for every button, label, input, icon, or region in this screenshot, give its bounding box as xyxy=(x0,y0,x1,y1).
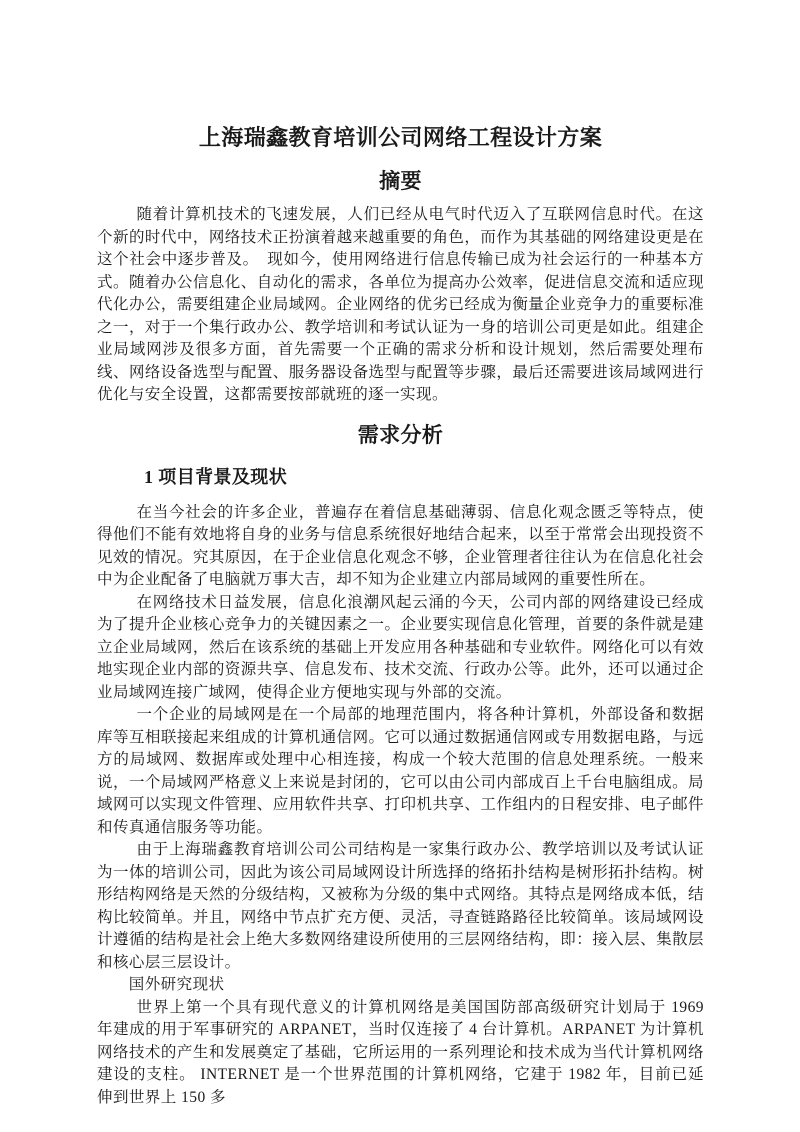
section-1-heading: 1 项目背景及现状 xyxy=(144,466,288,487)
section-1-paragraph-4: 由于上海瑞鑫教育培训公司公司结构是一家集行政办公、教学培训以及考试认证为一体的培训公司，因此为该公司局域网设计所选择的络拓扑结构是树形拓扑结构。树形结构网络是天然的分级结构，又被称为分级的集中式网络。其特点是网络成本低，结构比较简单。并且，网络中节点扩充方便、灵活，寻查链路路径比较简单。该局域网设计遵循的结构是社会上绝大多数网络建设所使用的三层网络结构，即：接入层、集散层和核心层三层设计。 xyxy=(97,841,704,971)
section-1-paragraph-3: 一个企业的局域网是在一个局部的地理范围内，将各种计算机，外部设备和数据库等互相联接起来组成的计算机通信网。它可以通过数据通信网或专用数据电路，与远方的局域网、数据库或处理中心相连接，构成一个较大范围的信息处理系统。一般来说，一个局域网严格意义上来说是封闭的，它可以由公司内部成百上千台电脑组成。局域网可以实现文件管理、应用软件共享、打印机共享、工作组内的日程安排、电子邮件和传真通信服务等功能。 xyxy=(97,706,704,836)
section-1-paragraph-1: 在当今社会的许多企业，普遍存在着信息基础薄弱、信息化观念匮乏等特点，使得他们不能有效地将自身的业务与信息系统很好地结合起来，以至于常常会出现投资不见效的情况。究其原因，在于企业信息化观念不够，企业管理者往往认为在信息化社会中为企业配备了电脑就万事大吉，却不知为企业建立内部局域网的重要性所在。 xyxy=(97,503,704,588)
document-title: 上海瑞鑫教育培训公司网络工程设计方案 xyxy=(198,125,603,150)
foreign-research-paragraph: 世界上第一个具有现代意义的计算机网络是美国国防部高级研究计划局于 1969 年建成的用于军事研究的 ARPANET，当时仅连接了 4 台计算机。ARPANET 为计算机网络技术的产生和发展奠定了基础，它所运用的一系列理论和技术成为当代计算机网络建设的支柱。 INTERNET 是一个世界范围的计算机网络，它建于 1982 年，目前已延伸到世界上 150 多 xyxy=(97,998,704,1106)
requirements-analysis-heading: 需求分析 xyxy=(357,422,444,447)
abstract-heading: 摘要 xyxy=(379,169,422,193)
foreign-research-heading: 国外研究现状 xyxy=(128,976,225,993)
section-1-paragraph-2: 在网络技术日益发展，信息化浪潮风起云涌的今天，公司内部的网络建设已经成为了提升企业核心竞争力的关键因素之一。企业要实现信息化管理，首要的条件就是建立企业局域网，然后在该系统的基础上开发应用各种基础和专业软件。网络化可以有效地实现企业内部的资源共享、信息发布、技术交流、行政办公等。此外，还可以通过企业局域网连接广域网，使得企业方便地实现与外部的交流。 xyxy=(97,593,704,701)
abstract-paragraph: 随着计算机技术的飞速发展，人们已经从电气时代迈入了互联网信息时代。在这个新的时代中，网络技术正扮演着越来越重要的角色，而作为其基础的网络建设更是在这个社会中逐步普及。 现如今，使用网络进行信息传输已成为社会运行的一种基本方式。随着办公信息化、自动化的需求，各单位为提高办公效率，促进信息交流和适应现代化办公，需要组建企业局域网。企业网络的优劣已经成为衡量企业竞争力的重要标准之一，对于一个集行政办公、教学培训和考试认证为一身的培训公司更是如此。组建企业局域网涉及很多方面，首先需要一个正确的需求分析和设计规划，然后需要处理布线、网络设备选型与配置、服务器设备选型与配置等步骤，最后还需要进该局域网进行优化与安全设置，这都需要按部就班的逐一实现。 xyxy=(97,206,704,403)
